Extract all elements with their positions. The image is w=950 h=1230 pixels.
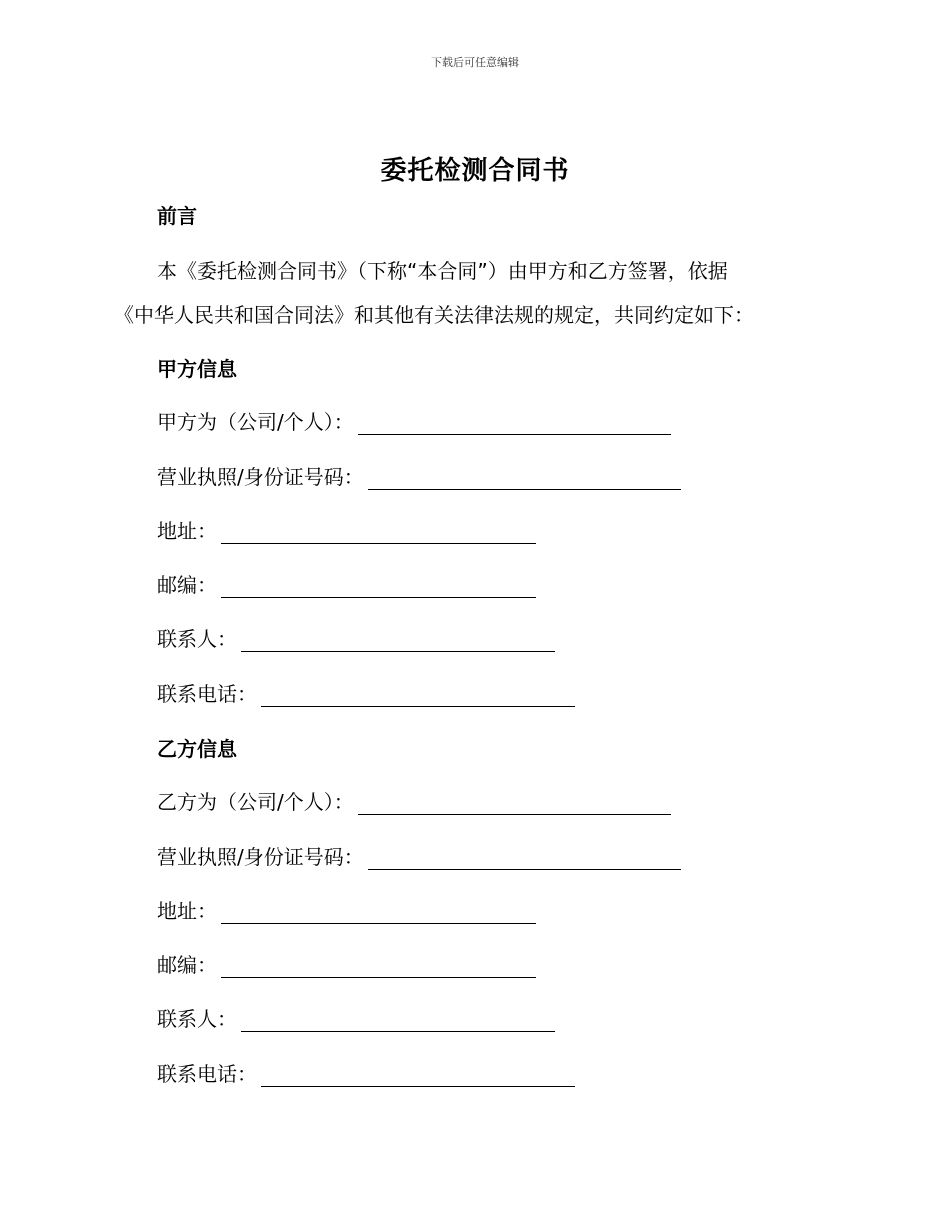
party-b-license-row: [157, 841, 681, 870]
party-a-postcode-row: [157, 569, 536, 598]
field-label: 乙方为（公司/个人）：: [157, 790, 354, 814]
party-b-address-field[interactable]: [221, 899, 536, 924]
field-label: 地址：: [157, 899, 217, 923]
field-label: 邮编：: [157, 953, 217, 977]
header-note: 下载后可任意编辑: [431, 56, 519, 69]
party-b-address-row: [157, 895, 536, 924]
party-b-name-row: [157, 786, 671, 815]
preface-line-1: 本《委托检测合同书》（下称“本合同”）由甲方和乙方签署，依据: [157, 259, 728, 283]
preface-heading: 前言: [157, 204, 197, 228]
field-label: 联系电话：: [157, 1062, 257, 1086]
document-title: 委托检测合同书: [380, 156, 570, 186]
field-label: 联系电话：: [157, 682, 257, 706]
field-label: 联系人：: [157, 1007, 237, 1031]
field-label: 营业执照/身份证号码：: [157, 845, 364, 869]
party-a-contact-row: [157, 623, 555, 652]
party-a-license-row: [157, 461, 681, 490]
party-a-phone-row: [157, 678, 575, 707]
party-a-address-row: [157, 515, 536, 544]
party-a-postcode-field[interactable]: [221, 573, 536, 598]
party-a-name-field[interactable]: [358, 410, 671, 435]
party-b-postcode-field[interactable]: [221, 953, 536, 978]
party-a-contact-field[interactable]: [241, 627, 555, 652]
field-label: 联系人：: [157, 627, 237, 651]
party-a-phone-field[interactable]: [261, 682, 575, 707]
party-b-contact-row: [157, 1003, 555, 1032]
party-b-postcode-row: [157, 949, 536, 978]
preface-line-2: 《中华人民共和国合同法》和其他有关法律法规的规定，共同约定如下：: [114, 303, 754, 327]
party-a-license-field[interactable]: [368, 465, 681, 490]
party-a-address-field[interactable]: [221, 519, 536, 544]
party-a-name-row: [157, 406, 671, 435]
field-label: 地址：: [157, 519, 217, 543]
field-label: 营业执照/身份证号码：: [157, 465, 364, 489]
party-b-heading: 乙方信息: [157, 737, 237, 761]
party-b-license-field[interactable]: [368, 845, 681, 870]
party-b-phone-field[interactable]: [261, 1062, 575, 1087]
field-label: 甲方为（公司/个人）：: [157, 410, 354, 434]
party-a-heading: 甲方信息: [157, 357, 237, 381]
party-b-contact-field[interactable]: [241, 1007, 555, 1032]
field-label: 邮编：: [157, 573, 217, 597]
party-b-phone-row: [157, 1058, 575, 1087]
party-b-name-field[interactable]: [358, 790, 671, 815]
